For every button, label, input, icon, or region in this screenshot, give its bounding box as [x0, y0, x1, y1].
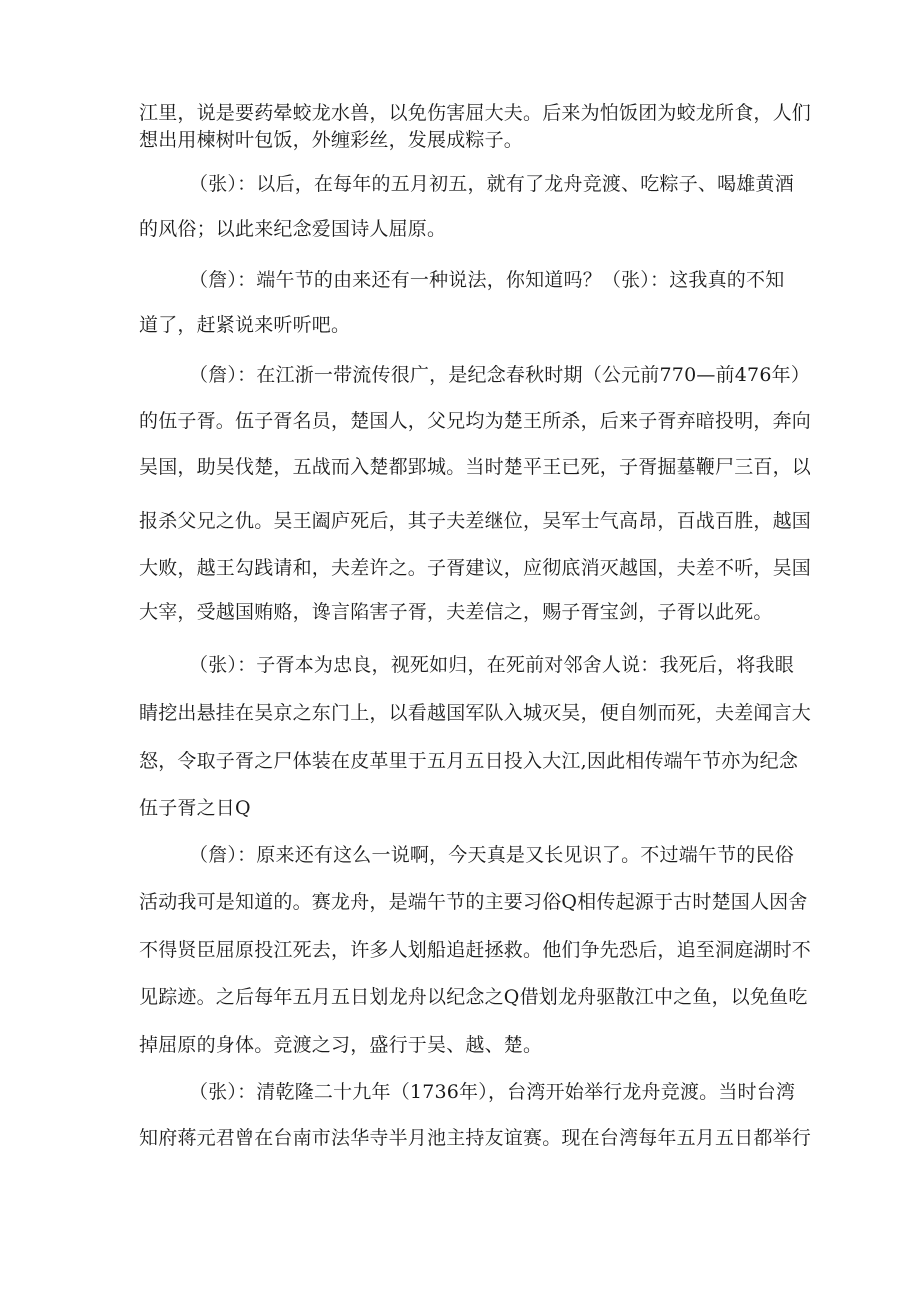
text-line: （张）：以后，在每年的五月初五，就有了龙舟竞渡、吃粽子、喝雄黄酒 — [189, 173, 794, 195]
text-line: （张）：子胥本为忠良，视死如归，在死前对邻舍人说：我死后，将我眼 — [189, 654, 794, 676]
text-line: （张）：清乾隆二十九年（1736年），台湾开始举行龙舟竞渡。当时台湾 — [189, 1081, 796, 1103]
text-line: 睛挖出悬挂在吴京之东门上，以看越国军队入城灭吴，便自刎而死，夫差闻言大 — [139, 702, 812, 724]
text-line: 大宰，受越国贿赂，谗言陷害子胥，夫差信之，赐子胥宝剑，子胥以此死。 — [139, 601, 773, 623]
text-line: （詹）：原来还有这么一说啊，今天真是又长见识了。不过端午节的民俗 — [189, 844, 794, 866]
text-line: 见踪迹。之后每年五月五日划龙舟以纪念之Q借划龙舟驱散江中之鱼，以免鱼吃 — [139, 986, 808, 1008]
text-line: 知府蒋元君曾在台南市法华寺半月池主持友谊赛。现在台湾每年五月五日都举行 — [139, 1127, 812, 1149]
text-line: 的伍子胥。伍子胥名员，楚国人，父兄均为楚王所杀，后来子胥弃暗投明，奔向 — [139, 410, 812, 432]
text-line: 怒，令取子胥之尸体装在皮革里于五月五日投入大江,因此相传端午节亦为纪念 — [139, 750, 799, 772]
text-line: 掉屈原的身体。竞渡之习，盛行于吴、越、楚。 — [139, 1034, 543, 1056]
text-line: （詹）：端午节的由来还有一种说法，你知道吗？（张）：这我真的不知 — [189, 269, 785, 291]
text-line: 大败，越王勾践请和，夫差许之。子胥建议，应彻底消灭越国，夫差不听，吴国 — [139, 557, 812, 579]
text-line: 伍子胥之日Q — [139, 797, 251, 819]
text-line: 的风俗；以此来纪念爱国诗人屈原。 — [139, 218, 447, 240]
text-line: 报杀父兄之仇。吴王阖庐死后，其子夫差继位，吴军士气高昂，百战百胜，越国 — [139, 510, 812, 532]
text-line: 不得贤臣屈原投江死去，许多人划船追赶拯救。他们争先恐后，追至洞庭湖时不 — [139, 939, 812, 961]
text-line: 江里，说是要药晕蛟龙水兽，以免伤害屈大夫。后来为怕饭团为蛟龙所食，人们 — [139, 102, 812, 124]
text-line: 想出用楝树叶包饭，外缠彩丝，发展成粽子。 — [139, 129, 524, 151]
text-line: 活动我可是知道的。赛龙舟，是端午节的主要习俗Q相传起源于古时楚国人因舍 — [139, 891, 808, 913]
text-line: 吴国，助吴伐楚，五战而入楚都郢城。当时楚平王已死，子胥掘墓鞭尸三百，以 — [139, 456, 812, 478]
text-line: 道了，赶紧说来听听吧。 — [139, 314, 351, 336]
text-line: （詹）：在江浙一带流传很广，是纪念春秋时期（公元前770—前476年） — [189, 364, 811, 386]
